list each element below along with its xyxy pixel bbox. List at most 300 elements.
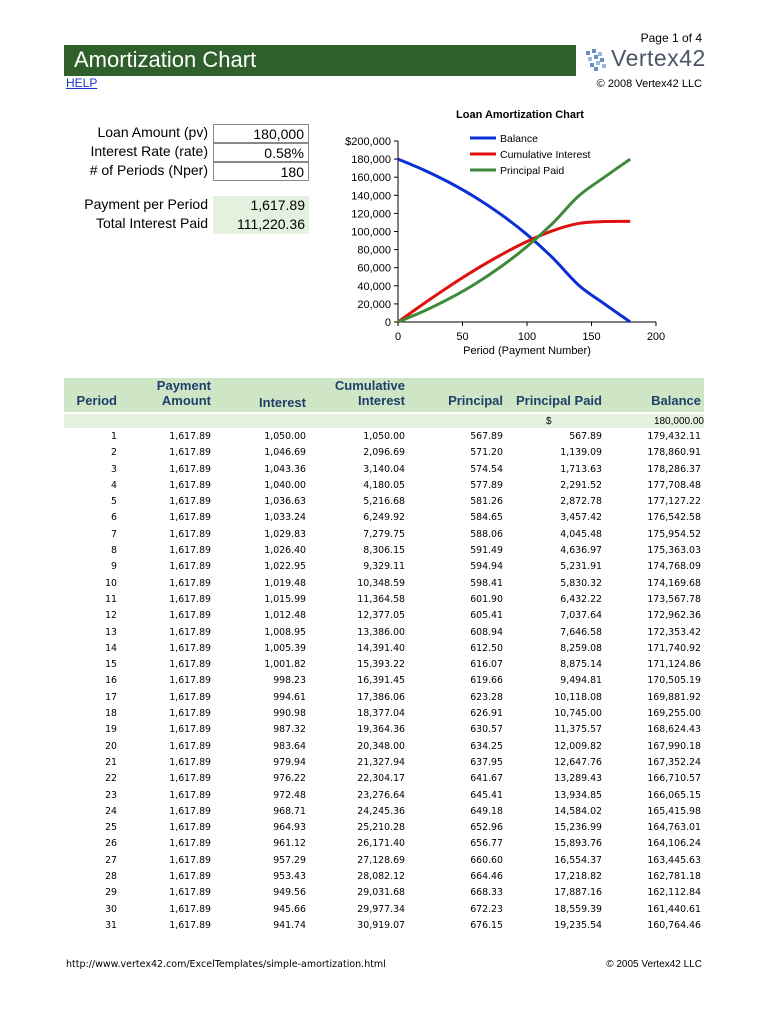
cell-payment: 1,617.89 <box>169 528 211 540</box>
table-row <box>64 706 704 722</box>
cell-interest: 1,022.95 <box>264 561 306 573</box>
y-tick-label: 180,000 <box>351 154 391 167</box>
cell-cumulative-interest: 7,279.75 <box>363 528 405 540</box>
cell-cumulative-interest: 27,128.69 <box>357 854 405 866</box>
x-tick-label: 150 <box>582 331 601 343</box>
table-row <box>64 902 704 918</box>
cell-payment: 1,617.89 <box>169 431 211 442</box>
cell-principal: 641.67 <box>470 773 503 785</box>
cell-principal: 619.66 <box>470 675 503 687</box>
legend-label: Principal Paid <box>500 165 565 177</box>
cell-principal-paid: 13,934.85 <box>554 789 602 801</box>
cell-principal: 664.46 <box>470 871 503 883</box>
cell-principal: 660.60 <box>470 854 503 866</box>
cell-principal: 591.49 <box>470 545 503 557</box>
cell-balance: 166,710.57 <box>647 773 701 785</box>
cell-balance: 175,363.03 <box>647 545 701 557</box>
cell-period: 31 <box>105 919 117 931</box>
cell-balance: 160,764.46 <box>647 919 701 931</box>
cell-interest: 1,029.83 <box>264 528 306 540</box>
cell-balance: 166,065.15 <box>647 789 701 801</box>
cell-interest: 1,008.95 <box>264 626 306 638</box>
cell-cumulative-interest: 5,216.68 <box>363 496 405 508</box>
table-row <box>64 869 704 885</box>
cell-period: 12 <box>105 610 117 622</box>
table-row <box>64 478 704 494</box>
cell-period: 19 <box>105 724 117 736</box>
cell-principal-paid: 8,259.08 <box>560 642 602 654</box>
cell-principal-paid: 10,118.08 <box>554 691 602 703</box>
cell-period: 16 <box>105 675 117 687</box>
table-row <box>64 445 704 461</box>
cell-principal-paid: 567.89 <box>569 431 602 442</box>
amortization-chart <box>320 100 704 370</box>
cell-payment: 1,617.89 <box>169 789 211 801</box>
cell-cumulative-interest: 13,386.00 <box>357 626 405 638</box>
cell-payment: 1,617.89 <box>169 822 211 834</box>
table-row <box>64 608 704 624</box>
cell-period: 24 <box>105 805 117 817</box>
cell-principal-paid: 2,872.78 <box>560 496 602 508</box>
cell-period: 20 <box>105 740 117 752</box>
payment-value: 1,617.89 <box>213 196 309 215</box>
cell-interest: 1,036.63 <box>264 496 306 508</box>
cell-cumulative-interest: 15,393.22 <box>357 659 405 671</box>
cell-cumulative-interest: 30,919.07 <box>357 919 405 931</box>
cell-principal-paid: 15,893.76 <box>554 838 602 850</box>
table-row <box>64 885 704 901</box>
col-interest: Interest <box>259 395 306 410</box>
cell-principal-paid: 5,830.32 <box>560 577 602 589</box>
x-tick-label: 200 <box>646 331 666 343</box>
y-tick-label: 40,000 <box>357 280 391 293</box>
cell-period: 27 <box>105 854 117 866</box>
cell-interest: 1,033.24 <box>264 512 306 524</box>
cell-interest: 1,015.99 <box>264 593 306 605</box>
cell-balance: 171,124.86 <box>647 659 701 671</box>
cell-interest: 1,019.48 <box>264 577 306 589</box>
x-axis <box>395 322 665 343</box>
cell-cumulative-interest: 2,096.69 <box>363 447 405 459</box>
cell-interest: 983.64 <box>273 740 306 752</box>
cell-balance: 167,990.18 <box>647 740 701 752</box>
cell-payment: 1,617.89 <box>169 626 211 638</box>
cell-principal: 637.95 <box>470 756 503 768</box>
cell-balance: 173,567.78 <box>647 593 701 605</box>
cell-principal-paid: 7,646.58 <box>560 626 602 638</box>
y-tick-label: 0 <box>384 317 391 329</box>
payment-label: Payment per Period <box>84 196 208 212</box>
cell-principal: 612.50 <box>470 642 503 654</box>
cell-balance: 171,740.92 <box>647 642 701 654</box>
initial-balance: 180,000.00 <box>653 416 704 427</box>
col-principal-paid: Principal Paid <box>516 393 602 408</box>
x-tick-label: 100 <box>517 331 537 343</box>
interest-rate-label: Interest Rate (rate) <box>90 143 208 159</box>
cell-period: 10 <box>105 577 117 589</box>
cell-principal-paid: 5,231.91 <box>560 561 602 573</box>
cell-principal: 588.06 <box>470 528 503 540</box>
cell-balance: 168,624.43 <box>647 724 701 736</box>
table-row <box>64 755 704 771</box>
cell-cumulative-interest: 20,348.00 <box>357 740 405 752</box>
cell-principal: 656.77 <box>470 838 503 850</box>
cell-payment: 1,617.89 <box>169 724 211 736</box>
cell-cumulative-interest: 28,082.12 <box>357 871 405 883</box>
help-link[interactable]: HELP <box>66 76 98 90</box>
cell-balance: 165,415.98 <box>647 805 701 817</box>
table-row <box>64 641 704 657</box>
cell-interest: 1,046.69 <box>264 447 306 459</box>
cell-balance: 172,962.36 <box>647 610 701 622</box>
table-row <box>64 820 704 836</box>
cell-principal-paid: 1,139.09 <box>560 447 602 459</box>
cell-payment: 1,617.89 <box>169 463 211 475</box>
cell-interest: 994.61 <box>273 691 306 703</box>
cell-cumulative-interest: 29,977.34 <box>357 903 405 915</box>
cell-interest: 1,043.36 <box>264 463 306 475</box>
table-row <box>64 527 704 543</box>
cell-interest: 979.94 <box>273 756 306 768</box>
cell-interest: 953.43 <box>273 871 306 883</box>
cell-principal-paid: 4,636.97 <box>560 545 602 557</box>
cell-principal-paid: 6,432.22 <box>560 593 602 605</box>
cell-interest: 1,001.82 <box>264 659 306 671</box>
cell-balance: 178,286.37 <box>647 463 701 475</box>
table-row <box>64 625 704 641</box>
cell-interest: 949.56 <box>273 887 306 899</box>
periods-input[interactable]: 180 <box>213 162 309 181</box>
cell-principal-paid: 17,887.16 <box>554 887 602 899</box>
cell-period: 22 <box>105 773 117 785</box>
cell-balance: 169,255.00 <box>647 708 701 720</box>
footer-copyright: © 2005 Vertex42 LLC <box>606 959 702 970</box>
cell-principal: 584.65 <box>470 512 503 524</box>
cell-period: 29 <box>105 887 117 899</box>
x-tick-label: 0 <box>394 331 402 343</box>
cell-period: 21 <box>105 756 117 768</box>
cell-cumulative-interest: 26,171.40 <box>357 838 405 850</box>
cell-period: 6 <box>111 512 117 524</box>
cell-payment: 1,617.89 <box>169 691 211 703</box>
cell-cumulative-interest: 6,249.92 <box>363 512 405 524</box>
cell-interest: 972.48 <box>273 789 306 801</box>
cell-principal-paid: 4,045.48 <box>560 528 602 540</box>
cell-period: 1 <box>111 431 117 442</box>
cell-cumulative-interest: 1,050.00 <box>363 431 405 442</box>
col-payment-line1: Payment <box>156 378 211 393</box>
cell-balance: 174,169.68 <box>647 577 701 589</box>
cell-principal-paid: 12,647.76 <box>554 756 602 768</box>
cell-balance: 174,768.09 <box>647 561 701 573</box>
cell-principal: 616.07 <box>470 659 503 671</box>
page-number: Page 1 of 4 <box>640 31 702 45</box>
cell-principal-paid: 17,218.82 <box>554 871 602 883</box>
col-period: Period <box>76 393 117 408</box>
cell-payment: 1,617.89 <box>169 919 211 931</box>
cell-period: 4 <box>111 479 117 491</box>
table-row <box>64 429 704 445</box>
cell-interest: 968.71 <box>273 805 306 817</box>
y-tick-label: 80,000 <box>357 244 391 257</box>
table-row <box>64 543 704 559</box>
col-payment-line2: Amount <box>161 393 211 408</box>
copyright-top: © 2008 Vertex42 LLC <box>596 78 702 90</box>
cell-period: 3 <box>111 463 117 475</box>
col-principal: Principal <box>448 393 503 408</box>
cell-interest: 1,050.00 <box>264 431 306 442</box>
cell-principal-paid: 12,009.82 <box>554 740 602 752</box>
cell-period: 30 <box>105 903 117 915</box>
cell-balance: 177,127.22 <box>647 496 701 508</box>
cell-period: 7 <box>111 528 117 540</box>
cell-interest: 998.23 <box>273 675 306 687</box>
cell-principal: 652.96 <box>470 822 503 834</box>
cell-cumulative-interest: 16,391.45 <box>357 675 405 687</box>
table-header <box>64 378 704 412</box>
table-row <box>64 804 704 820</box>
cell-period: 25 <box>105 822 117 834</box>
cell-interest: 976.22 <box>273 773 306 785</box>
table-row <box>64 739 704 755</box>
cell-cumulative-interest: 4,180.05 <box>363 479 405 491</box>
cell-principal-paid: 13,289.43 <box>554 773 602 785</box>
periods-label: # of Periods (Nper) <box>89 162 208 178</box>
interest-rate-input[interactable]: 0.58% <box>213 143 309 162</box>
cell-interest: 957.29 <box>273 854 306 866</box>
cell-balance: 164,763.01 <box>647 822 701 834</box>
cell-interest: 1,040.00 <box>264 479 306 491</box>
cell-payment: 1,617.89 <box>169 708 211 720</box>
cell-cumulative-interest: 12,377.05 <box>357 610 405 622</box>
cell-principal-paid: 10,745.00 <box>554 708 602 720</box>
title-bar <box>64 45 576 76</box>
cell-principal: 645.41 <box>470 789 503 801</box>
total-interest-value: 111,220.36 <box>213 215 309 234</box>
cell-principal: 567.89 <box>470 431 503 442</box>
cell-period: 11 <box>105 593 117 605</box>
cell-principal: 608.94 <box>470 626 503 638</box>
table-row <box>64 559 704 575</box>
cell-principal: 623.28 <box>470 691 503 703</box>
cell-balance: 161,440.61 <box>647 903 701 915</box>
cell-cumulative-interest: 14,391.40 <box>357 642 405 654</box>
cell-interest: 990.98 <box>273 708 306 720</box>
x-tick-label: 50 <box>456 331 469 343</box>
cell-period: 13 <box>105 626 117 638</box>
table-row <box>64 592 704 608</box>
cell-balance: 164,106.24 <box>647 838 701 850</box>
cell-cumulative-interest: 11,364.58 <box>357 593 405 605</box>
initial-dollar-sign: $ <box>546 416 552 427</box>
cell-principal: 598.41 <box>470 577 503 589</box>
cell-cumulative-interest: 23,276.64 <box>357 789 405 801</box>
table-row <box>64 510 704 526</box>
cell-principal-paid: 18,559.39 <box>554 903 602 915</box>
chart-legend <box>470 133 591 177</box>
cell-payment: 1,617.89 <box>169 561 211 573</box>
cell-cumulative-interest: 24,245.36 <box>357 805 405 817</box>
cell-interest: 1,005.39 <box>264 642 306 654</box>
cell-payment: 1,617.89 <box>169 545 211 557</box>
cell-principal-paid: 11,375.57 <box>554 724 602 736</box>
table-row <box>64 462 704 478</box>
legend-label: Cumulative Interest <box>500 149 591 161</box>
y-tick-label: 160,000 <box>351 172 391 185</box>
page-title: Amortization Chart <box>74 47 257 72</box>
cell-balance: 163,445.63 <box>647 854 701 866</box>
cell-principal: 668.33 <box>470 887 503 899</box>
cell-principal: 626.91 <box>470 708 503 720</box>
cell-principal: 676.15 <box>470 919 503 931</box>
cell-payment: 1,617.89 <box>169 740 211 752</box>
cell-principal: 577.89 <box>470 479 503 491</box>
cell-period: 2 <box>111 447 117 459</box>
y-tick-label: 100,000 <box>351 226 391 239</box>
chart-title: Loan Amortization Chart <box>456 109 584 121</box>
cell-cumulative-interest: 17,386.06 <box>357 691 405 703</box>
cell-interest: 964.93 <box>273 822 306 834</box>
cell-period: 5 <box>111 496 117 508</box>
cell-balance: 167,352.24 <box>647 756 701 768</box>
cell-period: 14 <box>105 642 117 654</box>
cell-principal: 574.54 <box>470 463 503 475</box>
cell-balance: 162,781.18 <box>647 871 701 883</box>
cell-principal-paid: 14,584.02 <box>554 805 602 817</box>
cell-principal: 630.57 <box>470 724 503 736</box>
y-tick-label: 20,000 <box>357 298 391 311</box>
cell-principal: 605.41 <box>470 610 503 622</box>
cell-interest: 961.12 <box>273 838 306 850</box>
cell-cumulative-interest: 21,327.94 <box>357 756 405 768</box>
cell-payment: 1,617.89 <box>169 854 211 866</box>
table-row <box>64 771 704 787</box>
cell-principal-paid: 7,037.64 <box>560 610 602 622</box>
cell-payment: 1,617.89 <box>169 593 211 605</box>
cell-period: 28 <box>105 871 117 883</box>
cell-payment: 1,617.89 <box>169 675 211 687</box>
cell-balance: 169,881.92 <box>647 691 701 703</box>
x-axis-label: Period (Payment Number) <box>463 345 591 357</box>
cell-principal: 571.20 <box>470 447 503 459</box>
initial-balance-row <box>64 414 704 428</box>
table-row <box>64 853 704 869</box>
cell-cumulative-interest: 29,031.68 <box>357 887 405 899</box>
cell-cumulative-interest: 19,364.36 <box>357 724 405 736</box>
cell-payment: 1,617.89 <box>169 577 211 589</box>
cell-payment: 1,617.89 <box>169 659 211 671</box>
amortization-table-body <box>64 429 704 934</box>
table-row <box>64 918 704 934</box>
table-row <box>64 494 704 510</box>
cell-interest: 945.66 <box>273 903 306 915</box>
table-row <box>64 673 704 689</box>
cell-cumulative-interest: 22,304.17 <box>357 773 405 785</box>
cell-payment: 1,617.89 <box>169 479 211 491</box>
cell-interest: 941.74 <box>273 919 306 931</box>
cell-cumulative-interest: 8,306.15 <box>363 545 405 557</box>
loan-amount-label: Loan Amount (pv) <box>97 124 208 140</box>
cell-payment: 1,617.89 <box>169 512 211 524</box>
cell-principal: 672.23 <box>470 903 503 915</box>
cell-interest: 987.32 <box>273 724 306 736</box>
y-tick-label: 120,000 <box>351 208 391 221</box>
cell-balance: 162,112.84 <box>647 887 701 899</box>
chart-series <box>398 159 630 322</box>
cell-payment: 1,617.89 <box>169 496 211 508</box>
y-tick-label: 140,000 <box>351 190 391 203</box>
cell-principal-paid: 2,291.52 <box>560 479 602 491</box>
table-row <box>64 690 704 706</box>
cell-principal-paid: 19,235.54 <box>554 919 602 931</box>
y-axis <box>345 136 398 329</box>
cell-payment: 1,617.89 <box>169 642 211 654</box>
cell-cumulative-interest: 9,329.11 <box>363 561 405 573</box>
table-row <box>64 722 704 738</box>
cell-cumulative-interest: 3,140.04 <box>363 463 405 475</box>
cell-payment: 1,617.89 <box>169 871 211 883</box>
cell-principal: 594.94 <box>470 561 503 573</box>
total-interest-label: Total Interest Paid <box>95 215 208 231</box>
cell-interest: 1,012.48 <box>264 610 306 622</box>
cell-balance: 170,505.19 <box>647 675 701 687</box>
cell-payment: 1,617.89 <box>169 887 211 899</box>
cell-period: 9 <box>111 561 117 573</box>
cell-principal-paid: 1,713.63 <box>560 463 602 475</box>
vertex42-logo-icon <box>583 46 611 74</box>
cell-balance: 175,954.52 <box>647 528 701 540</box>
cell-payment: 1,617.89 <box>169 447 211 459</box>
cell-payment: 1,617.89 <box>169 756 211 768</box>
table-row <box>64 788 704 804</box>
cell-balance: 178,860.91 <box>647 447 701 459</box>
cell-principal-paid: 8,875.14 <box>560 659 602 671</box>
cell-payment: 1,617.89 <box>169 838 211 850</box>
cell-period: 17 <box>105 691 117 703</box>
col-balance: Balance <box>651 393 701 408</box>
vertex42-logo <box>583 44 706 76</box>
cell-payment: 1,617.89 <box>169 903 211 915</box>
cell-principal: 601.90 <box>470 593 503 605</box>
cell-principal-paid: 16,554.37 <box>554 854 602 866</box>
cell-balance: 172,353.42 <box>647 626 701 638</box>
cell-principal-paid: 15,236.99 <box>554 822 602 834</box>
cell-balance: 176,542.58 <box>647 512 701 524</box>
cell-principal: 649.18 <box>470 805 503 817</box>
cell-period: 26 <box>105 838 117 850</box>
footer-url[interactable]: http://www.vertex42.com/ExcelTemplates/simple-amortization.html <box>66 959 386 970</box>
cell-period: 18 <box>105 708 117 720</box>
y-tick-label: 60,000 <box>357 262 391 275</box>
cell-period: 8 <box>111 545 117 557</box>
cell-payment: 1,617.89 <box>169 610 211 622</box>
cell-principal: 581.26 <box>470 496 503 508</box>
table-row <box>64 576 704 592</box>
cell-payment: 1,617.89 <box>169 773 211 785</box>
cell-principal-paid: 3,457.42 <box>560 512 602 524</box>
vertex42-logo-text: Vertex42 <box>611 45 706 71</box>
y-tick-label: $200,000 <box>345 136 391 148</box>
cell-cumulative-interest: 10,348.59 <box>357 577 405 589</box>
cell-cumulative-interest: 18,377.04 <box>357 708 405 720</box>
loan-amount-input[interactable]: 180,000 <box>213 124 309 143</box>
cell-payment: 1,617.89 <box>169 805 211 817</box>
legend-label: Balance <box>500 133 538 145</box>
cell-interest: 1,026.40 <box>264 545 306 557</box>
cell-balance: 179,432.11 <box>647 431 701 442</box>
cell-principal: 634.25 <box>470 740 503 752</box>
table-row <box>64 836 704 852</box>
